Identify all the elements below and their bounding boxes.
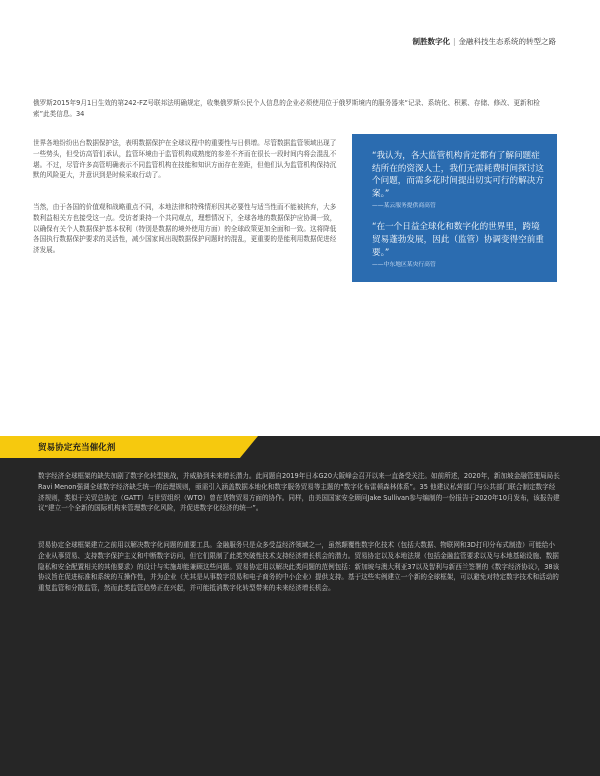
header-subtitle: 金融科技生态系统的转型之路 — [458, 37, 556, 46]
quote-2-text: “在一个日益全球化和数字化的世界里，跨境贸易蓬勃发展，因此（监管）协调变得空前重要。” — [372, 222, 544, 258]
quote-1-text: “我认为，各大监管机构肯定都有了解问题症结所在的资深人士，我们无需耗费时间探讨这个问题，而需多花时间提出切实可行的解决方案。” — [372, 151, 544, 199]
body-paragraph-2: 世界各地纷纷出台数据保护法，表明数据保护在全球议程中的重要性与日俱增。尽管数据监管领域出现了一些势头，但受访高管们承认，监管环境由于监管机构成熟度的参差不齐而在很长一段时间内将会混乱不堪。不过，尽管许多高管明确表示不同监管机构在技能和知识方面存在差距，但他们认为监管机构保持沉默的风险更大，并意识到是时候采取行动了。 — [33, 139, 337, 180]
header-brand: 制胜数字化 — [412, 37, 450, 46]
section-paragraph-2: 贸易协定全球框架建立之前用以解决数字化问题的重要工具。金融服务只是众多受益经济领域之一，虽然颠覆性数字化技术（包括大数据、物联网和3D打印分布式制造）可能给小企业从事贸易、支持数字保护主义和中断数字访问，但它们限制了此类突破性技术支持经济增长机会的潜力。贸易协定以及本地法规（包括金融监管要求以及与本地基础设施、数据隐私和安全配置相关的其他要求）的设计与实施却能兼顾这些问题。贸易协定用以解决此类问题的范例包括：新加坡与澳大利亚37以及智利与新西兰签署的《数字经济协议》，38该协议旨在促进标准和系统的互操作性，并为企业（尤其是从事数字贸易和电子商务的中小企业）提供支持。基于这些实例建立一个新的全球框架，可以避免对特定数字技术和活动的重复监管和分散监管，然而此类监管趋势正在兴起，并可能抵消数字化转型带来的未来经济增长机会。 — [38, 541, 560, 593]
section-title: 贸易协定充当催化剂 — [38, 443, 116, 453]
body-paragraph-3: 当然，由于各国的价值观和战略重点不同，本地法律和特殊情形因其必要性与适当性而不能被摈弃，大多数利益相关方也接受这一点。受访者秉持一个共同观点，理想情况下，全球各地的数据保护应协调一致，以确保有关个人数据保护基本权利（特别是数据的境外使用方面）的全球政策更加全面和一致。这将降低各国执行数据保护要求的灵活性，减少国家间出现数据保护问题时的混乱，更重要的是能利用数据促进经济发展。 — [33, 203, 337, 255]
header-separator: | — [452, 37, 456, 46]
quote-1-attribution: ——某云服务提供商高管 — [372, 203, 436, 210]
section-paragraph-1: 数字经济全球框架的缺失加剧了数字化转型挑战，并威胁到未来增长潜力。此问题自2019年日本G20大阪峰会召开以来一直备受关注。如前所述，2020年，新加坡金融管理局局长Ravi Menon强调全球数字经济缺乏统一的治理规则，亟需引入涵盖数据本地化和数字服务贸易等主题的“数字化布雷顿森林体系”。35 他建议私营部门与公共部门联合制定数字经济规则，类似于关贸总协定（GATT）与世贸组织（WTO）曾在货物贸易方面的协作。同样，由美国国家安全顾问Jake Sullivan参与编制的一份报告于2020年10月发布，该报告建议“建立一个全新的国际机构来管理数字化风险，并促进数字化经济的统一”。 — [38, 472, 560, 513]
quote-2-attribution: ——中东地区某央行高管 — [372, 262, 436, 269]
intro-paragraph: 俄罗斯2015年9月1日生效的第242-FZ号联邦法明确规定，收集俄罗斯公民个人信息的企业必须使用位于俄罗斯境内的服务器来“记录、系统化、积累、存储、修改、更新和检索”此类信息。34 — [33, 99, 540, 118]
quote-box — [352, 134, 557, 282]
running-header — [412, 36, 556, 47]
